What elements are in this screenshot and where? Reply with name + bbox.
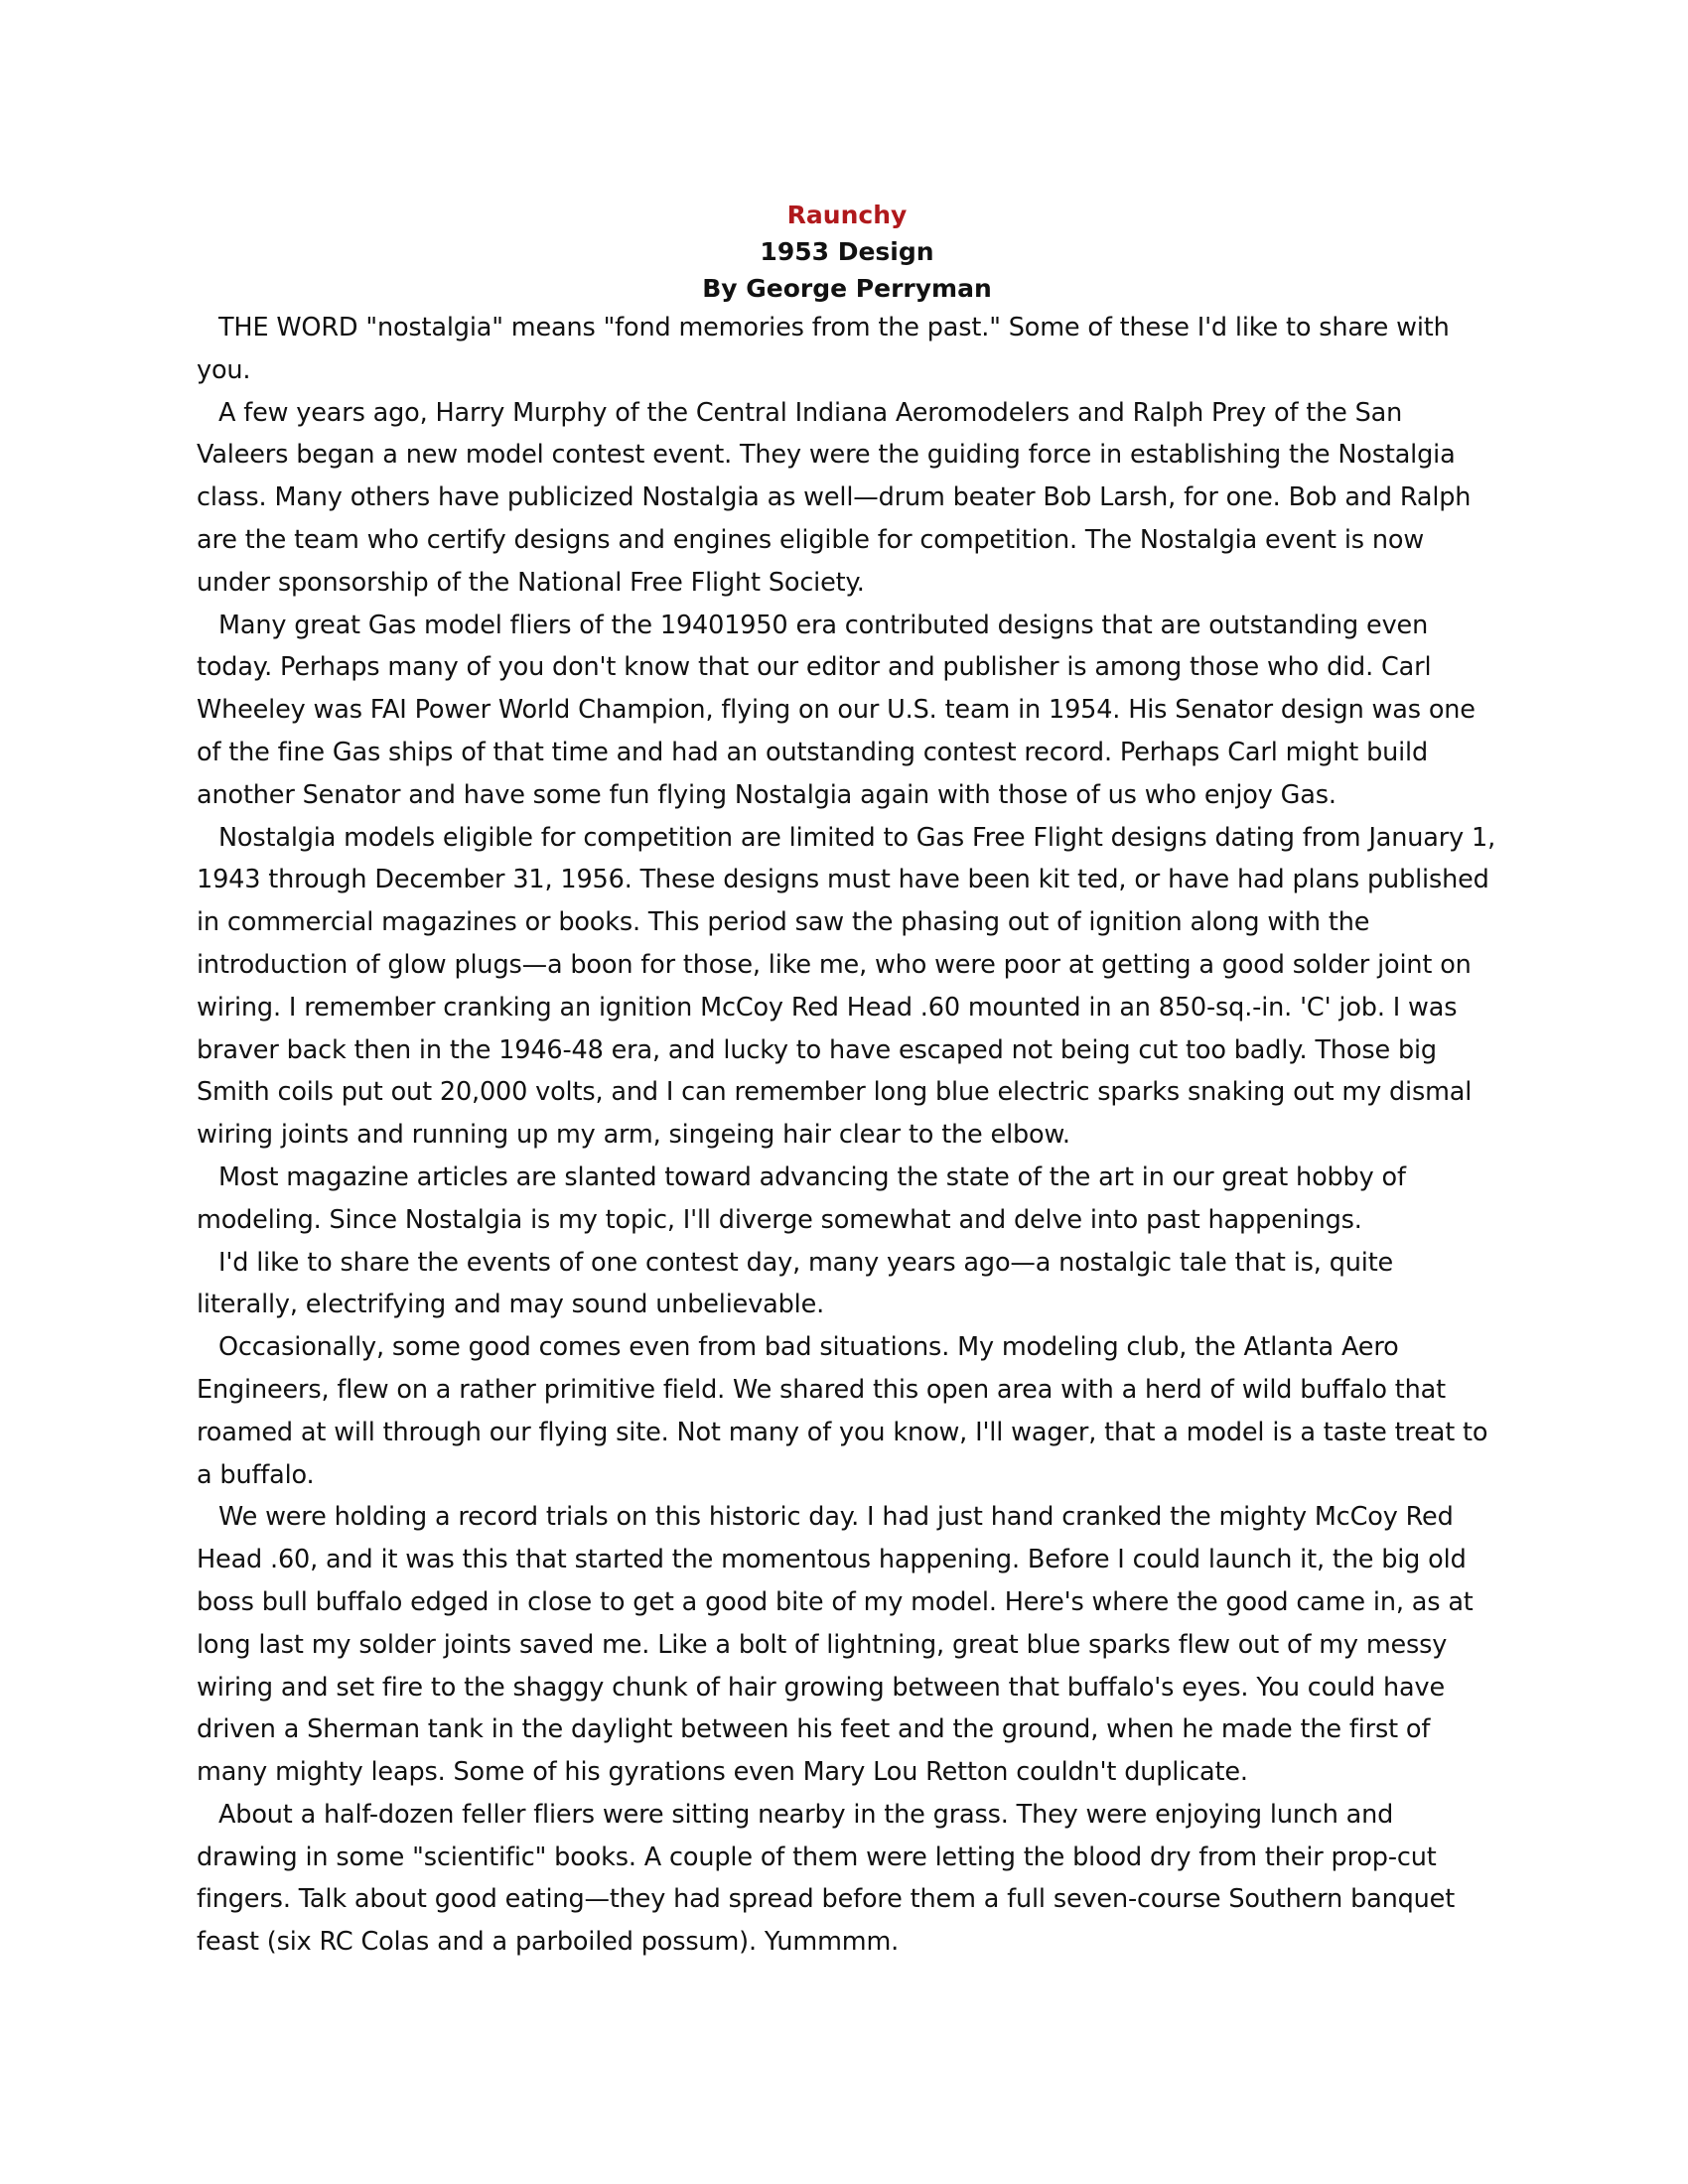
paragraph: Occasionally, some good comes even from bad situations. My modeling club, the Atlanta Aero Engineers, flew on a rather primitive field. We shared this open area with a herd of wild buffalo that roamed at will through our flying site. Not many of you know, I'll wager, that a model is a taste treat to a buffalo. (197, 1332, 1488, 1490)
article-subtitle: 1953 Design (760, 237, 934, 266)
article-body (197, 307, 1497, 1964)
article-title: Raunchy (786, 201, 908, 229)
document-page (197, 197, 1497, 1964)
paragraph: Most magazine articles are slanted toward advancing the state of the art in our great hobby of modeling. Since Nostalgia is my topic, I'll diverge somewhat and delve into past happenings. (197, 1161, 1406, 1235)
paragraph: I'd like to share the events of one contest day, many years ago—a nostalgic tale that is, quite literally, electrifying and may sound unbelievable. (197, 1247, 1394, 1320)
article-byline: By George Perryman (702, 274, 992, 303)
paragraph: THE WORD "nostalgia" means "fond memories from the past." Some of these I'd like to share with you. (197, 313, 1450, 385)
paragraph: About a half-dozen feller fliers were sitting nearby in the grass. They were enjoying lunch and drawing in some "scientific" books. A couple of them were letting the blood dry from their prop-cut fingers. Talk about good eating—they had spread before them a full seven-course Southern banquet feast (six RC Colas and a parboiled possum). Yummmm. (197, 1799, 1456, 1958)
paragraph: We were holding a record trials on this historic day. I had just hand cranked the mighty McCoy Red Head .60, and it was this that started the momentous happening. Before I could launch it, the big old boss bull buffalo edged in close to get a good bite of my model. Here's where the good came in, as at long last my solder joints saved me. Like a bolt of lightning, great blue sparks flew out of my messy wiring and set fire to the shaggy chunk of hair growing between that buffalo's eyes. You could have driven a Sherman tank in the daylight between his feet and the ground, when he made the first of many mighty leaps. Some of his gyrations even Mary Lou Retton couldn't duplicate. (197, 1502, 1474, 1788)
paragraph: Many great Gas model fliers of the 19401950 era contributed designs that are outstanding even today. Perhaps many of you don't know that our editor and publisher is among those who did. Carl Wheeley was FAI Power World Champion, flying on our U.S. team in 1954. His Senator design was one of the fine Gas ships of that time and had an outstanding contest record. Perhaps Carl might build another Senator and have some fun flying Nostalgia again with those of us who enjoy Gas. (197, 610, 1476, 810)
paragraph: A few years ago, Harry Murphy of the Central Indiana Aeromodelers and Ralph Prey of the San Valeers began a new model contest event. They were the guiding force in establishing the Nostalgia class. Many others have publicized Nostalgia as well—drum beater Bob Larsh, for one. Bob and Ralph are the team who certify designs and engines eligible for competition. The Nostalgia event is now under sponsorship of the National Free Flight Society. (197, 397, 1472, 598)
paragraph: Nostalgia models eligible for competition are limited to Gas Free Flight designs dating from January 1, 1943 through December 31, 1956. These designs must have been kit ted, or have had plans published in commercial magazines or books. This period saw the phasing out of ignition along with the introduction of glow plugs—a boon for those, like me, who were poor at getting a good solder joint on wiring. I remember cranking an ignition McCoy Red Head .60 mounted in an 850-sq.-in. 'C' job. I was braver back then in the 1946-48 era, and lucky to have escaped not being cut too badly. Those big Smith coils put out 20,000 volts, and I can remember long blue electric sparks snaking out my dismal wiring joints and running up my arm, singeing hair clear to the elbow. (197, 822, 1496, 1151)
